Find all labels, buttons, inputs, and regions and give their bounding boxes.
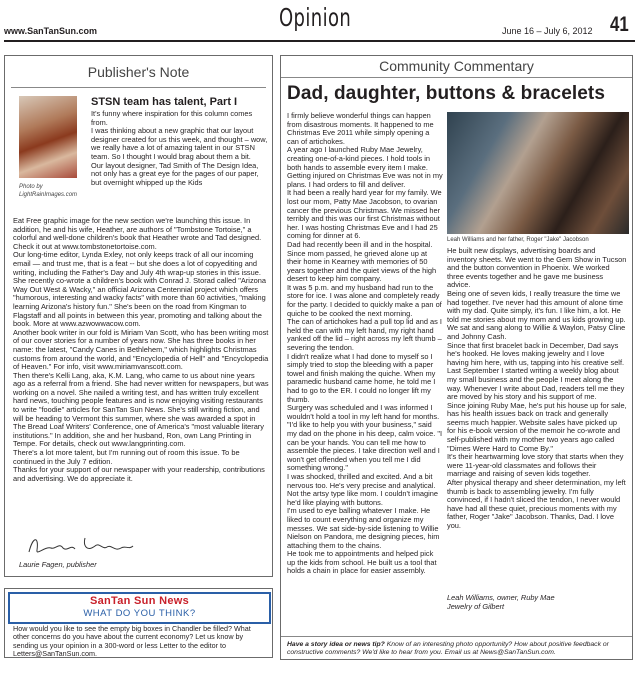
- community-commentary: [280, 55, 633, 660]
- issue-date: June 16 – July 6, 2012: [502, 26, 593, 36]
- photo-credit: Photo by LightRainImages.com: [19, 184, 78, 198]
- publishers-note-lead: It's funny where inspiration for this column comes from. I was thinking about a new graphic that our layout designer created for us this week, and thought – wow, we really have a lot of amazing talent in our STSN team. So I thought I would brag about them a bit. Our layout designer, Tad Smith of The Design Idea, not only has a great eye for the pages of our paper, but overnight whipped up the Kids: [91, 109, 268, 187]
- publishers-note-headline: STSN team has talent, Part I: [91, 96, 238, 108]
- page-number: 41: [610, 13, 629, 36]
- tip-note-text: Know of an interesting photo opportunity? How about positive feedback or constructive comments? We'd like to hear from you. Email us at News@SanTanSun.com.: [287, 641, 609, 656]
- tip-rule: [281, 636, 632, 637]
- header-rule: [4, 40, 635, 42]
- feedback-body: How would you like to see the empty big boxes in Chandler be filled? What other concerns do you have about the current economy? Let us know by sending us your opinion in a 300-word or less Letter to the editor to Letters@SanTanSun.com.: [13, 624, 251, 659]
- feedback-banner: [8, 592, 271, 624]
- tip-note: [287, 641, 627, 657]
- commentary-column-2: He built new displays, advertising boards and inventory sheets. We went to the Gem Show in Tucson and the button convention in Phoenix. We worked three events together and he gave me business advice. Being one of seven kids, I really treasure the time we had together. I've never had this amount of alone time with my dad. Quite simply, it's fun. I like him, a lot. He told me stories about my mom and us kids growing up. We sat and sang along to Willie & Waylon, Patsy Cline and Johnny Cash. Since that first bracelet back in December, Dad says he's hooked. He loves making jewelry and I love having him here, with us, tapping into his creative self. Last September I started writing a weekly blog about my small business and the people I meet along the way. Whenever I write about Dad, readers tell me they are moved by his story and his support of me. Since joining Ruby Mae, he's put his house up for sale, has his health issues back on track and generally seems much happier. Website sales have picked up for his e-book version of the memoir he co-wrote and self-published with my mother two years ago called "Dimes Were Hard to Come By." It's their heartwarming love story that starts when they were 11-year-old classmates and follows their marriage and raising of seven kids together. After physical therapy and sheer determination, my left thumb is back to assembling jewelry. I'm fully convinced, if I hadn't sliced the tendon, I never would have had all these quiet, precious moments with my father, Roger "Jake" Jacobson. Thanks, Dad. I love you.: [447, 246, 627, 530]
- commentary-headline: Dad, daughter, buttons & bracelets: [287, 83, 606, 104]
- commentary-title: Community Commentary: [379, 58, 534, 74]
- section-title: Opinion: [279, 3, 352, 32]
- publishers-note-body: Eat Free graphic image for the new section we're launching this issue. In addition, he and his wife, Heather, are authors of "Tombstone Tortoise," a colorful and well-done children's book that Heather wrote and Tad designed. Check it out at www.tombstonetortoise.com. Our long-time editor, Lynda Exley, not only keeps track of all our incoming email — and trust me, that is a feat -- but she does a lot of copyediting and writing, including the Father's Day and July 4th wrap-up stories in this issue. She recently co-wrote a children's book with Conrad J. Storad called "Arizona Way Out West & Wacky," an official Arizona Centennial project which offers "humorous, interesting and wacky facts" with more than 60 activities, "making learning Arizona's history fun." She's been on the road from Kingman to Flagstaff and all points in between this year, promoting and talking about the book. More at www.azwowwacow.com. Another book writer in our fold is Miriam Van Scott, who has been writing most of our cover stories for a number of years now. She has three books in her name: the latest, "Candy Canes in Bethlehem," which highlights Christmas customs from around the world, and "Encyclopedia of Hell" and "Encyclopedia of Heaven." For info, visit www.miriamvanscott.com. Then there's Kelli Lang, aka, K.M. Lang, who came to us about nine years ago as a referral from a friend. She had never written for newspapers, but was working on a novel. She nailed a writing test, and has written truly excellent hard news, touching people features and is now enjoying visiting restaurants to write "foodie" articles for SanTan Sun News. She's still writing fiction, and will be heading to Vermont this summer, where she was awarded a spot in The Bread Loaf Writers' Conference, one of America's "most valuable literary institutions." In addition, she and her husband, Ron, own Lang Printing in Tempe. For details, check out www.langprinting.com. There's a lot more talent, but I'm running out of room this issue. To be continued in the July 7 edition. Thanks for your support of our newspaper with your readership, contributions and advertising. We do appreciate it.: [13, 216, 269, 483]
- publisher-photo: [19, 96, 77, 178]
- signature-image: [25, 532, 145, 560]
- signature-name: Laurie Fagen, publisher: [19, 560, 97, 569]
- commentary-column-1: I firmly believe wonderful things can happen from disastrous moments. It happened to me Christmas Eve 2011 while simply opening a can of artichokes. A year ago I launched Ruby Mae Jewelry, creating one-of-a-kind pieces. I hold tools in both hands to assemble every item I make. Getting injured on Christmas Eve was not in my plans. I had orders to fill and deliver. It had been a really hard year for my family. We lost our mom, Patty Mae Jacobson, to ovarian cancer the previous Christmas. We missed her terribly and this was our first Christmas without her. I was hosting Christmas Eve and I had 25 coming for dinner at 6. Dad had recently been ill and in the hospital. Since mom passed, he grieved alone up at their home in Kearney with memories of 50 years together and the quiet views of the high desert to keep him company. It was 5 p.m. and my husband had run to the store for ice. I was alone and completely ready for the party. I decided to quickly make a pan of quiche to be cooked the next morning. The can of artichokes had a pull top lid and as I held the can with my left hand, my right hand yanked off the lid – right across my left thumb – severing the tendon. I didn't realize what I had done to myself so I simply tried to stop the bleeding with a paper towel and finish making the quiche. When my paramedic husband came home, he told me I had to go to the ER. I could no longer lift my thumb. Surgery was scheduled and I was informed I wouldn't hold a tool in my left hand for months. "I'd like to help you with your business," said my dad on the phone in his deep, calm voice. "I can be your hands. You can tell me how to assemble the pieces. I take direction well and I won't get offended when you tell me I did something wrong." I was shocked, thrilled and excited. And a bit nervous too. He's very precise and analytical. Not the artsy type like mom. I couldn't imagine he'd like playing with buttons. I'm used to eye balling whatever I make. He liked to count everything and organize my messes. We sat side-by-side listening to Willie Nielson on Pandora, me designing pieces, him attaching them to the chains. He took me to appointments and helped pick up the kids from school. He built us a tool that holds a chain in place for easier assembly.: [287, 111, 443, 576]
- feedback-headline: WHAT DO YOU THINK?: [83, 608, 196, 619]
- commentary-photo-caption: Leah Williams and her father, Roger "Jake" Jacobson: [447, 237, 589, 243]
- publishers-note-rule: [11, 87, 266, 88]
- publishers-note-title: Publisher's Note: [87, 64, 190, 80]
- feedback-brand: SanTan Sun News: [89, 595, 190, 607]
- site-url[interactable]: www.SanTanSun.com: [4, 26, 98, 36]
- commentary-rule: [281, 77, 632, 78]
- commentary-photo: [447, 112, 629, 234]
- page-header: [0, 0, 639, 44]
- publishers-note: [4, 55, 273, 577]
- tip-note-bold: Have a story idea or news tip?: [287, 641, 385, 648]
- feedback-box: [4, 588, 273, 658]
- commentary-byline: Leah Williams, owner, Ruby Mae Jewelry of Gilbert: [447, 593, 555, 611]
